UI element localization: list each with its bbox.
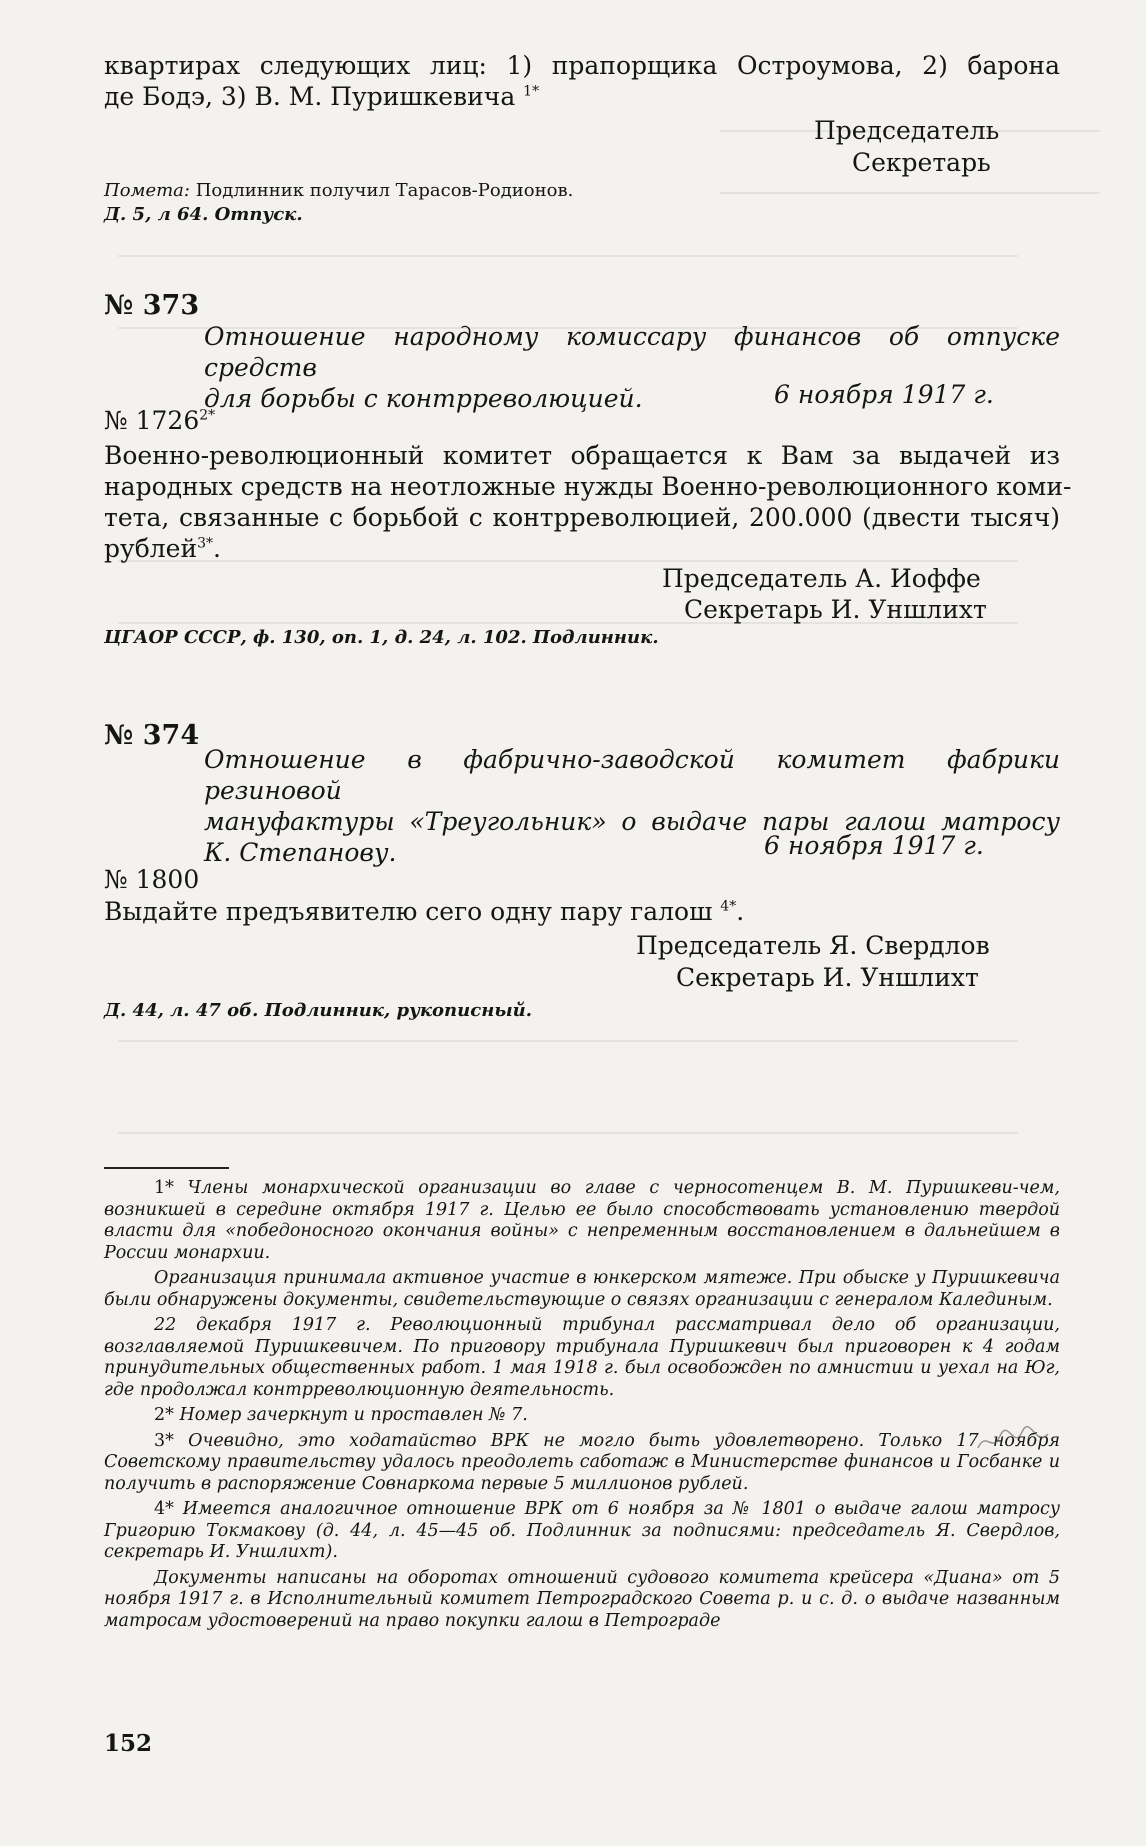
signature-secretary: Секретарь — [852, 148, 991, 177]
footnotes — [104, 1178, 1060, 1632]
archive-source: Д. 5, л 64. Отпуск. — [104, 204, 303, 225]
document-date-373: 6 ноября 1917 г. — [774, 380, 994, 409]
bleed-through-text — [118, 255, 1018, 329]
footnote-1-paragraph-2: Организация принимала активное участие в юнкерском мятеже. При обыске у Пуришкевича были обнаружены документы, свидетельствующие о связях организации с генералом Калединым. — [104, 1268, 1060, 1310]
signature-secretary-373: Секретарь И. Уншлихт — [684, 595, 987, 624]
footnote-ref: 2* — [199, 407, 216, 424]
archive-source-374: Д. 44, л. 47 об. Подлинник, рукописный. — [104, 1000, 532, 1021]
footnote-divider — [104, 1167, 229, 1169]
footnote-ref: 4* — [720, 898, 737, 915]
continuation-line-1: квартирах следующих лиц: 1) прапорщика Остроумова, 2) барона — [104, 51, 1060, 80]
signature-chair-374: Председатель Я. Свердлов — [636, 931, 990, 960]
document-body-374: Выдайте предъявителю сего одну пару галош $^{4*}$. — [104, 897, 745, 926]
continuation-line-2: де Бодэ, 3) В. М. Пуришкевича $^{1*}$ — [104, 82, 540, 111]
footnote-4-paragraph-2: Документы написаны на оборотах отношений судового комитета крейсера «Диана» от 5 ноября 1917 г. в Исполнительный комитет Петроградского Совета р. и с. д. о выдаче названным матросам удостоверений на право покупки галош в Петрограде — [104, 1567, 1060, 1631]
footnote-1: 1* Члены монархической организации во главе с черносотенцем В. М. Пуришкеви-чем, возникшей в середине октября 1917 г. Целью ее было способствовать установлению твердой власти для «победоносного окончания войны» с непременным восстановлением в дальнейшем в России монархии. — [104, 1178, 1060, 1263]
footnote-4: 4* Имеется аналогичное отношение ВРК от 6 ноября за № 1801 о выдаче галош матросу Григорию Токмакову (д. 44, л. 45—45 об. Подлинник за подписями: председатель Я. Свердлов, секретарь И. Уншлихт). — [104, 1499, 1060, 1562]
note: Помета: Подлинник получил Тарасов-Родионов. — [104, 180, 574, 201]
footnote-ref: 3* — [197, 535, 214, 552]
document-date-374: 6 ноября 1917 г. — [764, 831, 984, 860]
footnote-1-paragraph-3: 22 декабря 1917 г. Революционный трибунал рассматривал дело об организации, возглавляемой Пуришкевичем. По приговору трибунала Пуришкевич был приговорен к 4 годам принудительных общественных работ. 1 мая 1918 г. был освобожден по амнистии и уехал на Юг, где продолжал контрреволюционную деятельность. — [104, 1315, 1060, 1400]
outgoing-number-374: № 1800 — [104, 865, 200, 894]
document-number-373: № 373 — [104, 290, 200, 321]
document-heading-374: Отношение в фабрично-заводской комитет фабрики резиновой мануфактуры «Треугольник» о выдаче пары галош матросу К. Степанову. — [204, 745, 1060, 867]
document-body-373: Военно-революционный комитет обращается к Вам за выдачей из народных средств на неотложные нужды Военно-революционного коми- тета, связанные с борьбой с контрреволюцией, 200.000 (двести тысяч) рублей$^{3*}$. — [104, 441, 1072, 563]
page-number: 152 — [104, 1730, 153, 1757]
document-number-374: № 374 — [104, 720, 200, 751]
outgoing-number-373: № $1726^{2*}$ — [104, 406, 216, 435]
footnote-ref: 1* — [523, 83, 540, 100]
bleed-through-text — [118, 1040, 1018, 1134]
archive-source-373: ЦГАОР СССР, ф. 130, оп. 1, д. 24, л. 102. Подлинник. — [104, 627, 659, 648]
document-heading-373: Отношение народному комиссару финансов об отпуске средств для борьбы с контрреволюцией. — [204, 322, 1060, 413]
footnote-3: 3* Очевидно, это ходатайство ВРК не могло быть удовлетворено. Только 17 ноября Советскому правительству удалось преодолеть саботаж в Министерстве финансов и Госбанке и получить в распоряжение Совнаркома первые 5 миллионов рублей. — [104, 1430, 1060, 1494]
pencil-annotation-icon — [974, 1420, 1054, 1460]
footnote-2: 2* Номер зачеркнут и проставлен № 7. — [154, 1405, 528, 1425]
signature-chair-373: Председатель А. Иоффе — [662, 564, 981, 593]
signature-secretary-374: Секретарь И. Уншлихт — [676, 963, 979, 992]
signature-chair: Председатель — [814, 116, 1000, 145]
